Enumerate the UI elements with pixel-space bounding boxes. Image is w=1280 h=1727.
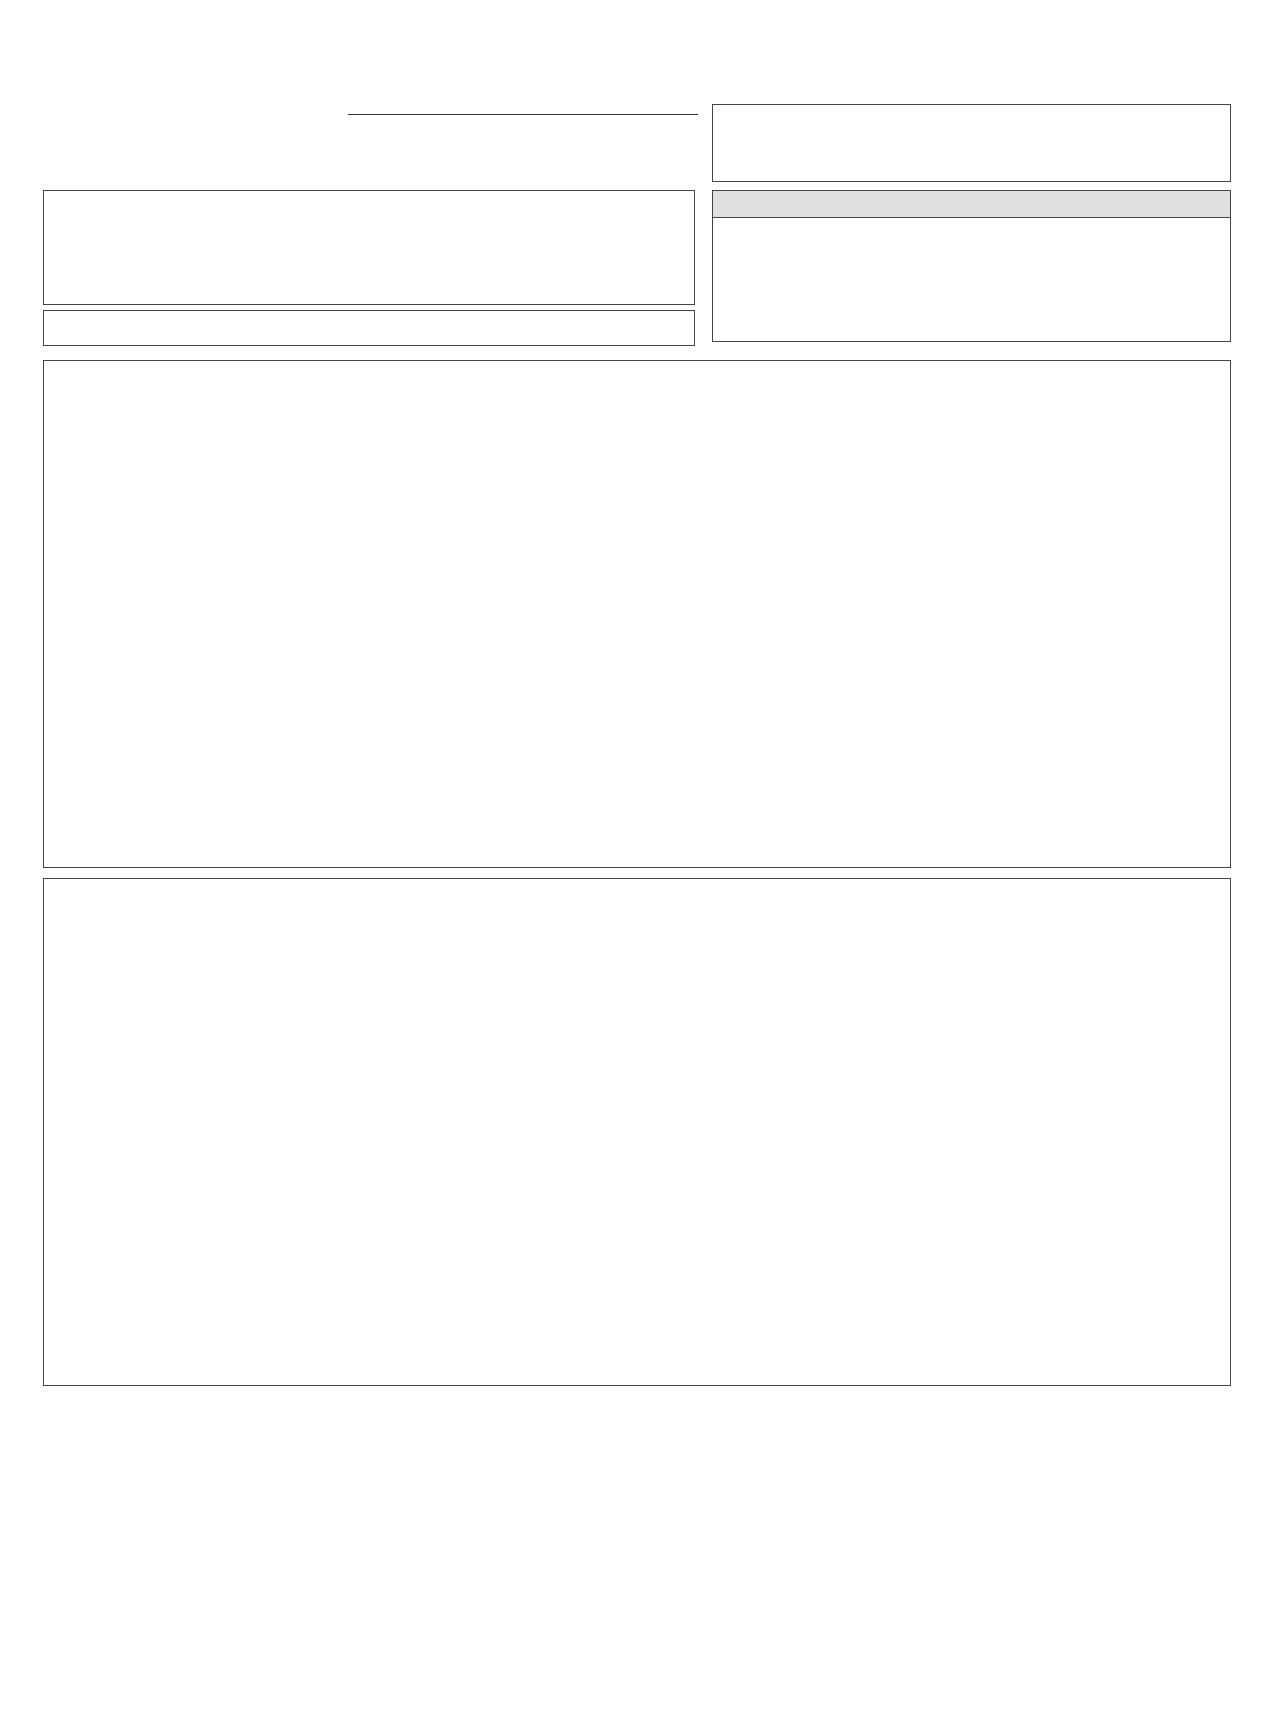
summary-section — [43, 1394, 1231, 1694]
home-team-stats — [43, 360, 1231, 868]
referee-box — [43, 310, 695, 346]
match-info — [43, 190, 695, 305]
sets-header-bar — [713, 191, 1230, 218]
divider — [348, 114, 698, 115]
sets-table — [712, 190, 1231, 342]
away-team-stats — [43, 878, 1231, 1386]
score-box — [712, 104, 1231, 182]
